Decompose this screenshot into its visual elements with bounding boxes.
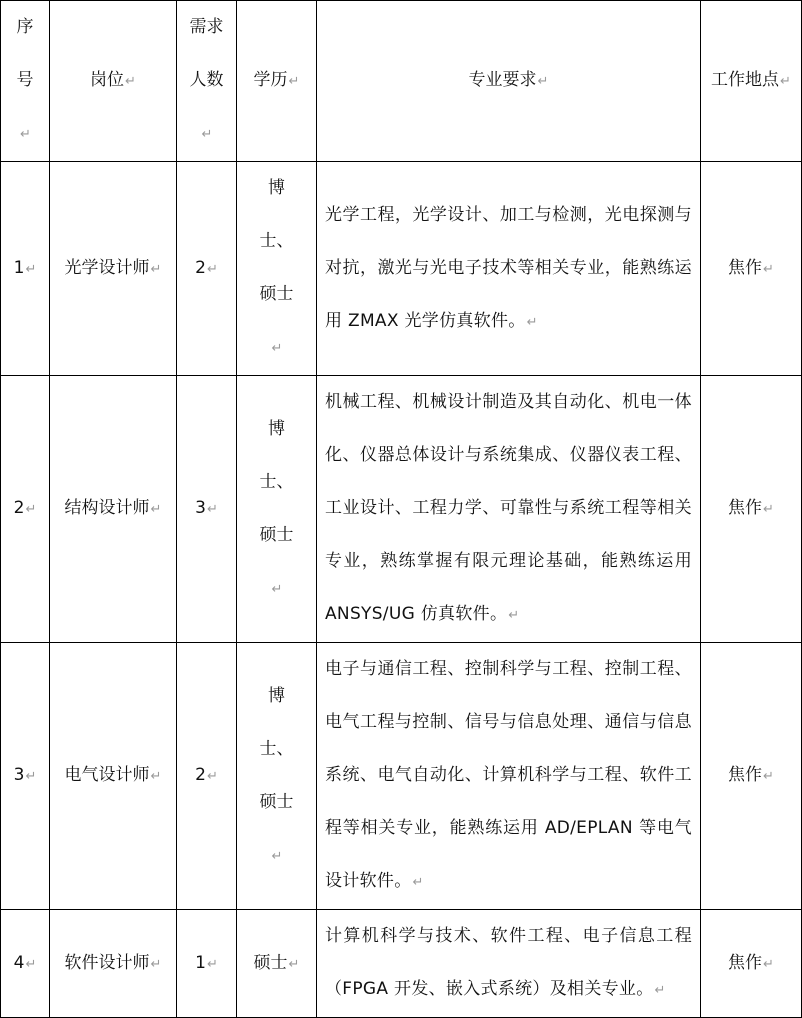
cell-count: 3↵ [177, 376, 237, 643]
cell-requirements: 计算机科学与技术、软件工程、电子信息工程（FPGA 开发、嵌入式系统）及相关专业。↵ [317, 910, 701, 1018]
table-row [1, 643, 802, 910]
cell-count: 1↵ [177, 910, 237, 1018]
header-position: 岗位↵ [50, 1, 177, 162]
cell-location: 焦作↵ [701, 162, 802, 376]
cell-education: 博士、硕士↵ [237, 162, 317, 376]
cell-position: 结构设计师↵ [50, 376, 177, 643]
header-location: 工作地点↵ [701, 1, 802, 162]
cell-index: 3↵ [1, 643, 50, 910]
header-education: 学历↵ [237, 1, 317, 162]
cell-index: 4↵ [1, 910, 50, 1018]
cell-education: 博士、硕士↵ [237, 376, 317, 643]
cell-position: 电气设计师↵ [50, 643, 177, 910]
header-count: 需求人数↵ [177, 1, 237, 162]
cell-index: 1↵ [1, 162, 50, 376]
cell-requirements: 光学工程，光学设计、加工与检测，光电探测与对抗，激光与光电子技术等相关专业，能熟练运用 ZMAX 光学仿真软件。↵ [317, 162, 701, 376]
header-index: 序号↵ [1, 1, 50, 162]
cell-count: 2↵ [177, 162, 237, 376]
header-row [1, 1, 802, 162]
cell-location: 焦作↵ [701, 643, 802, 910]
cell-position: 软件设计师↵ [50, 910, 177, 1018]
table-row [1, 376, 802, 643]
cell-education: 博士、硕士↵ [237, 643, 317, 910]
cell-requirements: 电子与通信工程、控制科学与工程、控制工程、电气工程与控制、信号与信息处理、通信与信息系统、电气自动化、计算机科学与工程、软件工程等相关专业，能熟练运用 AD/EPLAN 等电气设计软件。↵ [317, 643, 701, 910]
header-requirements: 专业要求↵ [317, 1, 701, 162]
cell-location: 焦作↵ [701, 910, 802, 1018]
cell-education: 硕士↵ [237, 910, 317, 1018]
cell-position: 光学设计师↵ [50, 162, 177, 376]
cell-location: 焦作↵ [701, 376, 802, 643]
cell-count: 2↵ [177, 643, 237, 910]
table-row [1, 910, 802, 1018]
table-row [1, 162, 802, 376]
cell-index: 2↵ [1, 376, 50, 643]
cell-requirements: 机械工程、机械设计制造及其自动化、机电一体化、仪器总体设计与系统集成、仪器仪表工程、工业设计、工程力学、可靠性与系统工程等相关专业，熟练掌握有限元理论基础，能熟练运用 ANSYS/UG 仿真软件。↵ [317, 376, 701, 643]
